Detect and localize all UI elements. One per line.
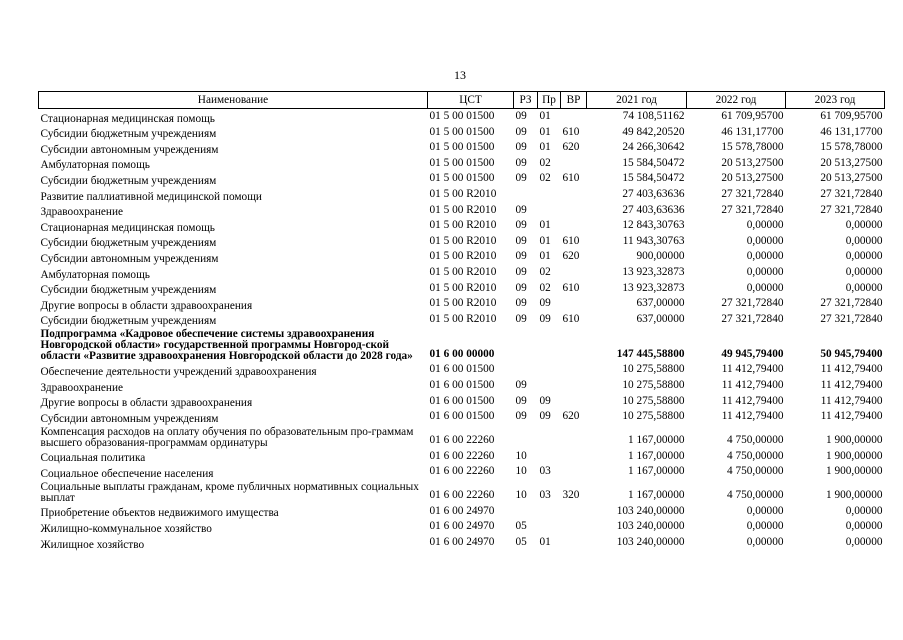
row-cst-cell: 01 6 00 22260: [429, 489, 495, 502]
row-2023-cell: 1 900,00000: [826, 434, 883, 447]
row-2023-cell: 0,00000: [845, 520, 883, 533]
row-vr-cell: 610: [562, 125, 580, 138]
row-2023-cell: 27 321,72840: [820, 187, 883, 200]
row-rz-cell: 10: [515, 465, 527, 478]
row-cst-cell: 01 6 00 01500: [429, 363, 495, 376]
row-name-cell: Субсидии бюджетным учреждениям: [40, 284, 217, 297]
row-name-cell: Жилищное хозяйство: [40, 538, 145, 551]
row-2023-cell: 1 900,00000: [826, 449, 883, 462]
header-name: Наименование: [39, 92, 428, 109]
table-row: [39, 156, 885, 172]
row-name-cell: Стационарная медицинская помощь: [40, 221, 215, 234]
row-2023-cell: 11 412,79400: [820, 410, 883, 423]
row-rz-cell: 09: [515, 125, 527, 138]
row-name-cell: Другие вопросы в области здравоохранения: [40, 299, 253, 312]
row-vr-cell: [561, 425, 587, 449]
row-rz-cell: 09: [515, 110, 527, 122]
row-2022-cell: 0,00000: [746, 219, 784, 232]
row-2023-cell: 27 321,72840: [820, 297, 883, 310]
row-pr-cell: 01: [539, 234, 551, 247]
table-row: [39, 109, 885, 125]
row-pr-cell: [538, 425, 561, 449]
row-name-cell: Субсидии бюджетным учреждениям: [40, 237, 217, 250]
table-header-row: [39, 92, 885, 109]
row-vr-cell: [561, 378, 587, 394]
row-name-cell: Социальная политика: [40, 452, 146, 465]
row-2021-cell: 74 108,51162: [622, 110, 685, 122]
table-row: [39, 535, 885, 551]
row-cst-cell: 01 5 00 01500: [429, 172, 495, 185]
row-cst-cell: 01 6 00 24970: [429, 536, 495, 549]
row-2023-cell: 0,00000: [845, 250, 883, 263]
table-row: [39, 249, 885, 265]
row-2022-cell: 49 945,79400: [721, 347, 784, 360]
row-name-cell: Субсидии бюджетным учреждениям: [40, 174, 217, 187]
row-rz-cell: 09: [515, 297, 527, 310]
row-2022-cell: 11 412,79400: [721, 410, 784, 423]
row-pr-cell: 02: [539, 281, 551, 294]
row-rz-cell: 09: [515, 410, 527, 423]
row-vr-cell: 610: [562, 234, 580, 247]
table-row: [39, 296, 885, 312]
row-rz-cell: 09: [515, 203, 527, 216]
row-rz-cell: 09: [515, 281, 527, 294]
table-row: [39, 362, 885, 378]
row-cst-cell: 01 6 00 24970: [429, 504, 495, 517]
table-row: [39, 140, 885, 156]
row-rz-cell: 09: [515, 172, 527, 185]
row-2023-cell: 20 513,27500: [820, 172, 883, 185]
row-cst-cell: 01 5 00 R2010: [429, 219, 497, 232]
row-cst-cell: 01 6 00 01500: [429, 378, 495, 391]
row-rz-cell: 09: [515, 156, 527, 169]
row-name-cell: Жилищно-коммунальное хозяйство: [40, 523, 212, 536]
row-2022-cell: 20 513,27500: [721, 156, 784, 169]
row-cst-cell: 01 5 00 R2010: [429, 281, 497, 294]
table-row: [39, 519, 885, 535]
row-pr-cell: 09: [539, 297, 551, 310]
table-row: [39, 464, 885, 480]
row-rz-cell: 09: [515, 234, 527, 247]
row-pr-cell: 01: [539, 110, 551, 122]
row-2023-cell: 1 900,00000: [826, 489, 883, 502]
row-cst-cell: 01 6 00 22260: [429, 465, 495, 478]
row-2021-cell: 49 842,20520: [622, 125, 685, 138]
table-row: [39, 187, 885, 203]
row-2021-cell: 10 275,58800: [622, 410, 685, 423]
row-vr-cell: [561, 218, 587, 234]
row-pr-cell: 03: [539, 489, 551, 502]
row-vr-cell: 620: [562, 141, 580, 154]
row-2021-cell: 24 266,30642: [622, 141, 685, 154]
row-2021-cell: 10 275,58800: [622, 363, 685, 376]
row-name-cell: Амбулаторная помощь: [40, 159, 150, 172]
row-2022-cell: 27 321,72840: [721, 187, 784, 200]
row-vr-cell: [561, 535, 587, 551]
row-cst-cell: 01 6 00 24970: [429, 520, 495, 533]
row-rz-cell: [514, 504, 538, 520]
row-pr-cell: [538, 449, 561, 465]
row-name-cell: Подпрограмма «Кадровое обеспечение системы здравоохранения Новгородской области» государственной программы Новгород-ской области «Развитие здравоохранения Новгородской области до 2028 года»: [40, 328, 413, 363]
row-pr-cell: 01: [539, 536, 551, 549]
row-rz-cell: [514, 187, 538, 203]
row-2022-cell: 0,00000: [746, 536, 784, 549]
row-2022-cell: 61 709,95700: [721, 110, 784, 122]
row-2021-cell: 27 403,63636: [622, 203, 685, 216]
row-name-cell: Здравоохранение: [40, 206, 124, 219]
table-row: [39, 425, 885, 449]
row-2023-cell: 0,00000: [845, 536, 883, 549]
row-cst-cell: 01 5 00 R2010: [429, 234, 497, 247]
row-2021-cell: 147 445,58800: [616, 347, 685, 360]
row-pr-cell: 03: [539, 465, 551, 478]
row-rz-cell: 10: [515, 489, 527, 502]
row-cst-cell: 01 5 00 01500: [429, 125, 495, 138]
row-cst-cell: 01 5 00 01500: [429, 110, 495, 122]
table-row: [39, 394, 885, 410]
header-pr: Пр: [538, 92, 561, 109]
row-2022-cell: 27 321,72840: [721, 297, 784, 310]
row-cst-cell: 01 5 00 R2010: [429, 297, 497, 310]
row-vr-cell: [561, 156, 587, 172]
row-pr-cell: 01: [539, 219, 551, 232]
row-rz-cell: 05: [515, 536, 527, 549]
row-vr-cell: [561, 519, 587, 535]
row-cst-cell: 01 6 00 01500: [429, 394, 495, 407]
row-pr-cell: 09: [539, 394, 551, 407]
row-rz-cell: 09: [515, 250, 527, 263]
table-row: [39, 378, 885, 394]
row-pr-cell: 01: [539, 125, 551, 138]
row-pr-cell: 09: [539, 410, 551, 423]
row-rz-cell: 09: [515, 394, 527, 407]
row-vr-cell: 610: [562, 312, 580, 325]
row-rz-cell: 09: [515, 312, 527, 325]
table-row: [39, 218, 885, 234]
row-2021-cell: 11 943,30763: [622, 234, 685, 247]
row-pr-cell: [538, 327, 561, 362]
row-cst-cell: 01 5 00 R2010: [429, 312, 497, 325]
row-2022-cell: 46 131,17700: [721, 125, 784, 138]
row-2021-cell: 1 167,00000: [628, 489, 685, 502]
row-2022-cell: 0,00000: [746, 520, 784, 533]
row-pr-cell: [538, 203, 561, 219]
row-rz-cell: 09: [515, 378, 527, 391]
row-cst-cell: 01 5 00 R2010: [429, 203, 497, 216]
row-2021-cell: 13 923,32873: [622, 281, 685, 294]
row-2021-cell: 12 843,30763: [622, 219, 685, 232]
row-cst-cell: 01 5 00 R2010: [429, 250, 497, 263]
row-vr-cell: 620: [562, 410, 580, 423]
row-pr-cell: [538, 504, 561, 520]
row-rz-cell: 09: [515, 219, 527, 232]
header-2022: 2022 год: [687, 92, 786, 109]
row-cst-cell: 01 5 00 R2010: [429, 187, 497, 200]
row-cst-cell: 01 6 00 00000: [429, 347, 495, 360]
table-row: [39, 504, 885, 520]
budget-table: [38, 91, 885, 551]
row-cst-cell: 01 5 00 01500: [429, 141, 495, 154]
row-name-cell: Субсидии бюджетным учреждениям: [40, 128, 217, 141]
header-cst: ЦСТ: [428, 92, 514, 109]
row-pr-cell: [538, 187, 561, 203]
row-2022-cell: 0,00000: [746, 504, 784, 517]
row-2021-cell: 1 167,00000: [628, 434, 685, 447]
row-name-cell: Приобретение объектов недвижимого имущества: [40, 507, 279, 520]
row-2022-cell: 0,00000: [746, 265, 784, 278]
header-vr: ВР: [561, 92, 587, 109]
row-name-cell: Компенсация расходов на оплату обучения по образовательным про-граммам высшего образования-программам ординатуры: [40, 425, 414, 449]
row-2023-cell: 15 578,78000: [820, 141, 883, 154]
row-2021-cell: 1 167,00000: [628, 449, 685, 462]
row-2022-cell: 11 412,79400: [721, 363, 784, 376]
row-2021-cell: 27 403,63636: [622, 187, 685, 200]
table-row: [39, 480, 885, 504]
row-name-cell: Обеспечение деятельности учреждений здравоохранения: [40, 365, 317, 378]
table-row: [39, 409, 885, 425]
row-vr-cell: [561, 296, 587, 312]
row-2022-cell: 0,00000: [746, 250, 784, 263]
row-rz-cell: 05: [515, 520, 527, 533]
table-row: [39, 234, 885, 250]
row-name-cell: Другие вопросы в области здравоохранения: [40, 397, 253, 410]
row-2022-cell: 11 412,79400: [721, 394, 784, 407]
row-2021-cell: 10 275,58800: [622, 378, 685, 391]
row-2022-cell: 4 750,00000: [727, 489, 784, 502]
row-rz-cell: 10: [515, 449, 527, 462]
row-2022-cell: 0,00000: [746, 281, 784, 294]
row-vr-cell: [561, 109, 587, 125]
row-2021-cell: 15 584,50472: [622, 172, 685, 185]
row-2021-cell: 103 240,00000: [616, 536, 685, 549]
header-2023: 2023 год: [786, 92, 885, 109]
row-2023-cell: 20 513,27500: [820, 156, 883, 169]
row-pr-cell: 09: [539, 312, 551, 325]
row-cst-cell: 01 6 00 22260: [429, 449, 495, 462]
row-2022-cell: 4 750,00000: [727, 434, 784, 447]
row-2023-cell: 0,00000: [845, 281, 883, 294]
row-2021-cell: 15 584,50472: [622, 156, 685, 169]
row-vr-cell: [561, 203, 587, 219]
row-rz-cell: [514, 362, 538, 378]
table-row: [39, 265, 885, 281]
row-pr-cell: [538, 378, 561, 394]
row-pr-cell: 02: [539, 265, 551, 278]
row-2022-cell: 0,00000: [746, 234, 784, 247]
row-name-cell: Субсидии бюджетным учреждениям: [40, 315, 217, 328]
row-2023-cell: 27 321,72840: [820, 203, 883, 216]
row-2022-cell: 27 321,72840: [721, 312, 784, 325]
row-2023-cell: 50 945,79400: [820, 347, 883, 360]
row-2023-cell: 0,00000: [845, 504, 883, 517]
row-2021-cell: 103 240,00000: [616, 520, 685, 533]
row-2022-cell: 27 321,72840: [721, 203, 784, 216]
row-cst-cell: 01 6 00 01500: [429, 410, 495, 423]
table-body: [39, 109, 885, 551]
row-vr-cell: [561, 327, 587, 362]
row-2022-cell: 4 750,00000: [727, 449, 784, 462]
row-2021-cell: 13 923,32873: [622, 265, 685, 278]
header-rz: РЗ: [514, 92, 538, 109]
row-name-cell: Социальное обеспечение населения: [40, 467, 214, 480]
row-pr-cell: 02: [539, 172, 551, 185]
row-2021-cell: 637,00000: [636, 312, 685, 325]
row-2021-cell: 1 167,00000: [628, 465, 685, 478]
table-row: [39, 327, 885, 362]
row-vr-cell: [561, 394, 587, 410]
row-pr-cell: 01: [539, 250, 551, 263]
row-2022-cell: 4 750,00000: [727, 465, 784, 478]
row-2023-cell: 1 900,00000: [826, 465, 883, 478]
row-pr-cell: 01: [539, 141, 551, 154]
table-row: [39, 203, 885, 219]
row-name-cell: Амбулаторная помощь: [40, 268, 150, 281]
row-2023-cell: 46 131,17700: [820, 125, 883, 138]
table-row: [39, 449, 885, 465]
row-name-cell: Субсидии автономным учреждениям: [40, 252, 219, 265]
row-2023-cell: 11 412,79400: [820, 394, 883, 407]
row-rz-cell: 09: [515, 265, 527, 278]
row-2023-cell: 61 709,95700: [820, 110, 883, 122]
row-vr-cell: 620: [562, 250, 580, 263]
row-2023-cell: 11 412,79400: [820, 378, 883, 391]
row-2023-cell: 11 412,79400: [820, 363, 883, 376]
row-cst-cell: 01 5 00 R2010: [429, 265, 497, 278]
row-2021-cell: 900,00000: [636, 250, 685, 263]
row-pr-cell: [538, 362, 561, 378]
row-name-cell: Стационарная медицинская помощь: [40, 112, 215, 125]
row-vr-cell: [561, 449, 587, 465]
row-2021-cell: 103 240,00000: [616, 504, 685, 517]
table-row: [39, 125, 885, 141]
table-row: [39, 171, 885, 187]
row-2021-cell: 637,00000: [636, 297, 685, 310]
row-2022-cell: 15 578,78000: [721, 141, 784, 154]
row-name-cell: Социальные выплаты гражданам, кроме публичных нормативных социальных выплат: [40, 480, 419, 504]
row-2022-cell: 20 513,27500: [721, 172, 784, 185]
row-vr-cell: [561, 464, 587, 480]
table-row: [39, 281, 885, 297]
row-vr-cell: 610: [562, 172, 580, 185]
row-2023-cell: 0,00000: [845, 265, 883, 278]
row-rz-cell: [514, 425, 538, 449]
row-vr-cell: 320: [562, 489, 580, 502]
row-2023-cell: 0,00000: [845, 234, 883, 247]
row-2022-cell: 11 412,79400: [721, 378, 784, 391]
header-2021: 2021 год: [587, 92, 687, 109]
row-vr-cell: 610: [562, 281, 580, 294]
row-rz-cell: [514, 327, 538, 362]
row-2023-cell: 0,00000: [845, 219, 883, 232]
row-pr-cell: 02: [539, 156, 551, 169]
row-name-cell: Здравоохранение: [40, 381, 124, 394]
row-rz-cell: 09: [515, 141, 527, 154]
row-name-cell: Развитие паллиативной медицинской помощи: [40, 190, 262, 203]
row-2021-cell: 10 275,58800: [622, 394, 685, 407]
row-vr-cell: [561, 187, 587, 203]
row-vr-cell: [561, 265, 587, 281]
row-pr-cell: [538, 519, 561, 535]
row-cst-cell: 01 6 00 22260: [429, 434, 495, 447]
row-vr-cell: [561, 504, 587, 520]
row-2023-cell: 27 321,72840: [820, 312, 883, 325]
row-name-cell: Субсидии автономным учреждениям: [40, 412, 219, 425]
page-number: 13: [454, 68, 466, 82]
table-row: [39, 312, 885, 328]
row-name-cell: Субсидии автономным учреждениям: [40, 143, 219, 156]
row-cst-cell: 01 5 00 01500: [429, 156, 495, 169]
row-vr-cell: [561, 362, 587, 378]
